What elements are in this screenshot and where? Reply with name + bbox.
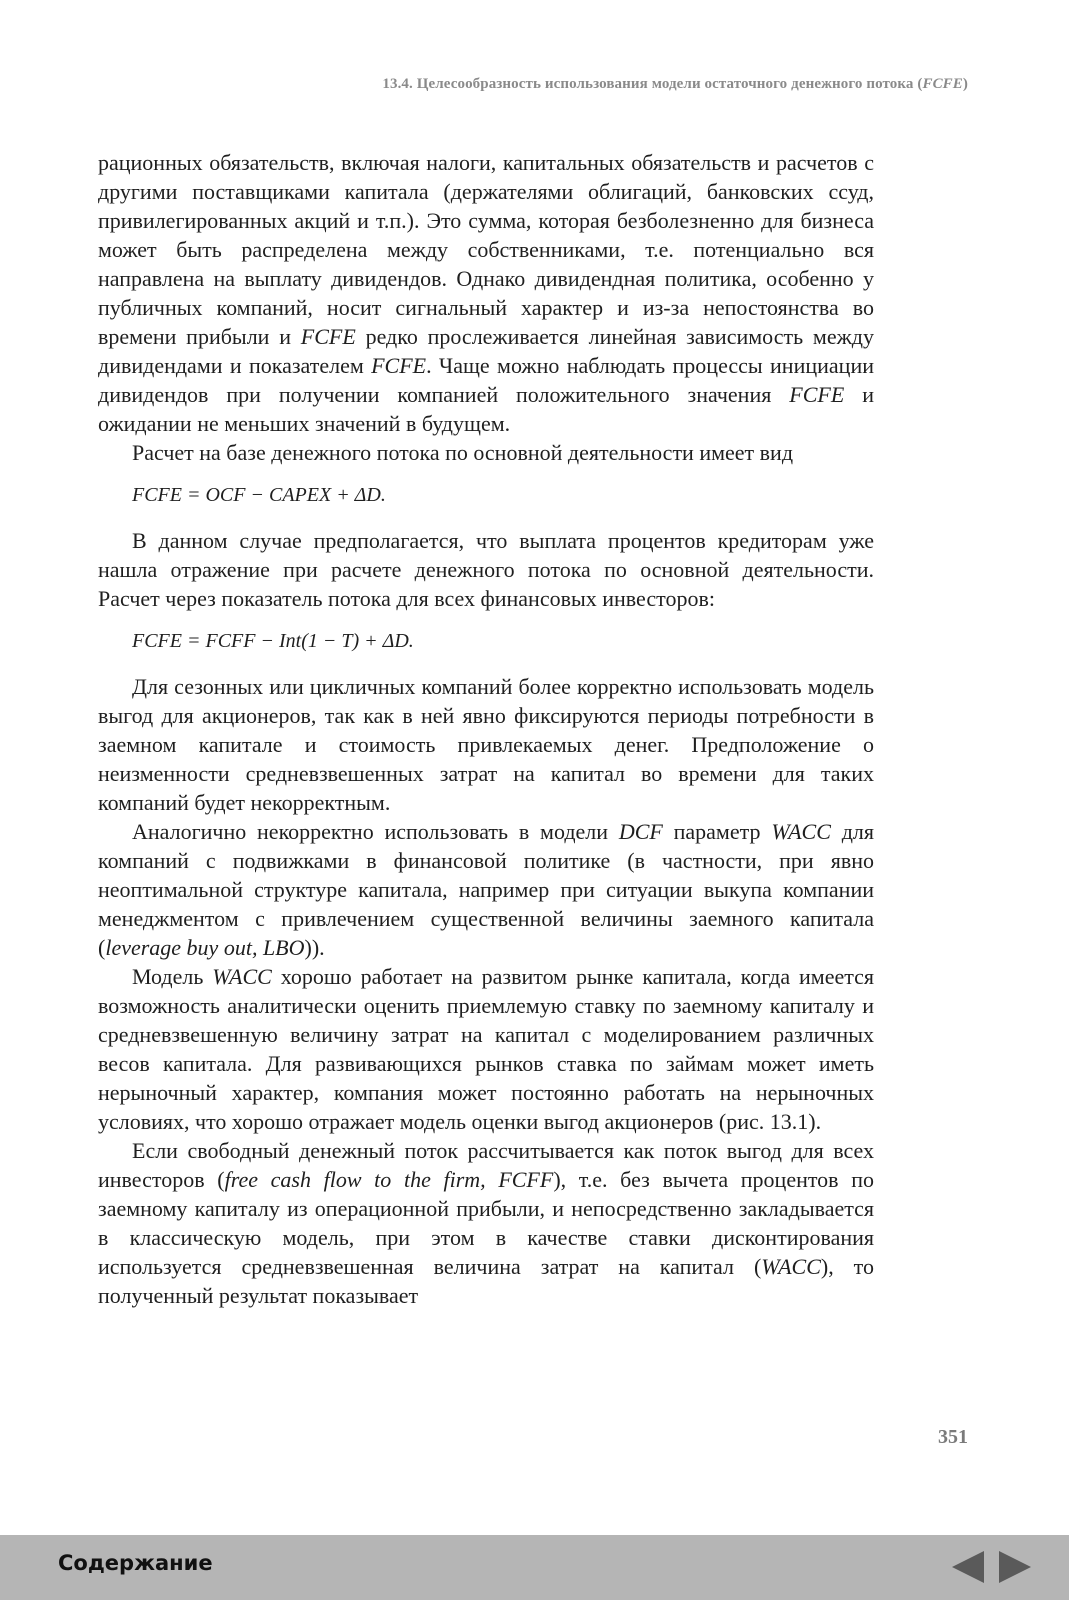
running-header: [96, 76, 968, 93]
formula-fcff: FCFE = FCFF − Int(1 − T) + ΔD.: [132, 630, 414, 652]
paragraph-7-term-1: free cash flow to the firm, FCFF: [224, 1167, 554, 1192]
paragraph-7: [98, 1136, 874, 1310]
paragraph-5-term-1: DCF: [618, 819, 663, 844]
paragraph-2: Расчет на базе денежного потока по основной деятельности имеет вид: [132, 440, 794, 465]
page-number: 351: [938, 1426, 968, 1448]
paragraph-6-text-b: хорошо работает на развитом рынке капитала, когда имеется возможность аналитически оценить приемлемую ставку по заемному капиталу и средневзвешенную величину затрат на капитал с моделированием различных весов капитала. Для развивающихся рынков ставка по займам может иметь нерыночный характер, компания может постоянно работать на нерыночных условиях, что хорошо отражает модель оценки выгод акционеров (рис. 13.1).: [98, 964, 874, 1134]
paragraph-6-text-a: Модель: [132, 964, 213, 989]
paragraph-5-text-a: Аналогично некорректно использовать в модели: [132, 819, 619, 844]
paragraph-3: В данном случае предполагается, что выплата процентов кредиторам уже нашла отражение при расчете денежного потока по основной деятельности. Расчет через показатель потока для всех финансовых инвесторов:: [98, 528, 874, 611]
paragraph-6-term-1: WACC: [212, 964, 272, 989]
paragraph-1-text-d: и ожидании не меньших значений в будущем.: [98, 382, 874, 436]
paragraph-4: Для сезонных или цикличных компаний более корректно использовать модель выгод для акционеров, так как в ней явно фиксируются периоды потребности в заемном капитале и стоимость привлекаемых денег. Предположение о неизменности средневзвешенных затрат на капитал во времени для таких компаний будет некорректным.: [98, 674, 874, 815]
paragraph-6: [98, 962, 874, 1136]
footer-navigation-bar: [0, 1535, 1069, 1600]
paragraph-1-term-2: FCFE: [371, 353, 427, 378]
paragraph-5-text-c: для компаний с подвижками в финансовой политике (в частности, при явно неоптимальной структуре капитала, например при ситуации выкупа компании менеджментом с привлечением существенной величины заемного капитала (: [98, 819, 874, 960]
paragraph-7-term-2: WACC: [761, 1254, 821, 1279]
arrow-right-icon[interactable]: [999, 1551, 1031, 1583]
paragraph-1-text-b: редко прослеживается линейная зависимость между дивидендами и показателем: [98, 324, 874, 378]
paragraph-7-text-a: Если свободный денежный поток рассчитывается как поток выгод для всех инвесторов (: [98, 1138, 874, 1192]
paragraph-5-text-b: параметр: [662, 819, 772, 844]
table-of-contents-link[interactable]: Содержание: [58, 1551, 213, 1575]
paragraph-5-text-d: )).: [304, 935, 325, 960]
paragraph-1-text-c: . Чаще можно наблюдать процессы инициации дивидендов при получении компанией положительного значения: [98, 353, 874, 407]
arrow-left-icon[interactable]: [952, 1551, 984, 1583]
paragraph-1: [98, 148, 874, 438]
paragraph-7-text-c: ), то полученный результат показывает: [98, 1254, 874, 1308]
paragraph-1-term-1: FCFE: [300, 324, 356, 349]
running-header-text: 13.4. Целесообразность использования модели остаточного денежного потока (: [382, 76, 923, 92]
running-header-fcfe: FCFE: [922, 76, 963, 92]
paragraph-5: [98, 817, 874, 962]
formula-ocf: FCFE = OCF − CAPEX + ΔD.: [132, 484, 386, 506]
paragraph-7-text-b: ), т.е. без вычета процентов по заемному капиталу из операционной прибыли, и непосредственно закладывается в классическую модель, при этом в качестве ставки дисконтирования используется средневзвешенная величина затрат на капитал (: [98, 1167, 875, 1279]
paragraph-5-term-2: WACC: [771, 819, 831, 844]
paragraph-1-term-3: FCFE: [789, 382, 845, 407]
paragraph-5-term-3: leverage buy out, LBO: [105, 935, 305, 960]
running-header-close: ): [962, 76, 968, 92]
paragraph-1-text-a: рационных обязательств, включая налоги, капитальных обязательств и расчетов с другими поставщиками капитала (держателями облигаций, банковских ссуд, привилегированных акций и т.п.). Это сумма, которая безболезненно для бизнеса может быть распределена между собственниками, т.е. потенциально вся направлена на выплату дивидендов. Однако дивидендная политика, особенно у публичных компаний, носит сигнальный характер и из-за непостоянства во времени прибыли и: [98, 150, 874, 349]
body-text: [98, 148, 874, 1310]
